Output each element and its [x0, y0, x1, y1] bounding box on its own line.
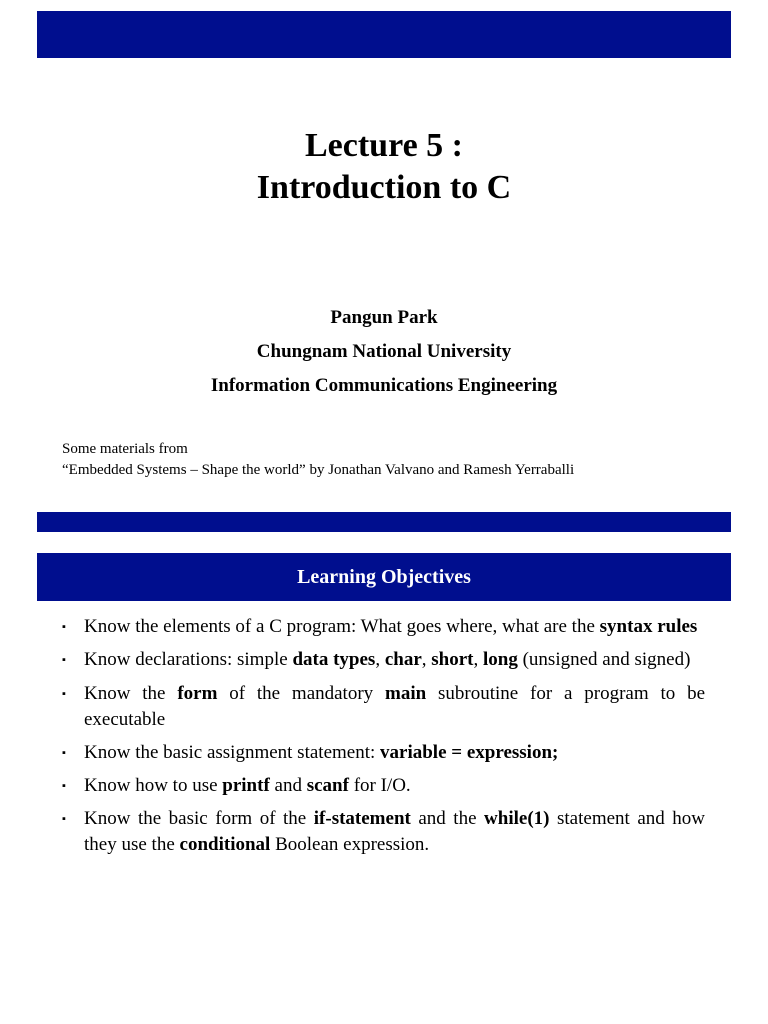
- objective-keyword: conditional: [179, 834, 271, 855]
- objective-keyword: scanf: [306, 775, 349, 796]
- slide-separator-bar: [37, 512, 731, 532]
- objective-text-run: ,: [375, 649, 385, 670]
- objective-text-run: and: [269, 775, 307, 796]
- title-slide-top-banner: [37, 11, 731, 58]
- objectives-header-bar: [37, 553, 731, 601]
- square-bullet-icon: ▪: [62, 747, 66, 759]
- objectives-heading: Learning Objectives: [297, 565, 471, 588]
- objective-keyword: char: [384, 649, 422, 670]
- objective-keyword: while(1): [484, 808, 550, 829]
- objective-text-run: Know how to use: [84, 775, 223, 796]
- objective-text-run: Boolean expression.: [270, 834, 430, 855]
- objective-keyword: long: [482, 649, 518, 670]
- objectives-list: [62, 614, 705, 865]
- objective-item: [62, 773, 705, 799]
- department-name: Information Communications Engineering: [210, 375, 558, 396]
- objective-keyword: form: [177, 683, 218, 704]
- objective-text-run: Know the basic assignment statement:: [84, 742, 381, 763]
- credit-line-1: Some materials from: [62, 441, 188, 457]
- objective-text-run: of the mandatory: [217, 683, 385, 704]
- objective-keyword: main: [385, 683, 427, 704]
- square-bullet-icon: ▪: [62, 621, 66, 633]
- objective-text-run: Know the: [84, 683, 178, 704]
- objective-keyword: syntax rules: [599, 616, 698, 637]
- objective-text: [84, 681, 705, 733]
- objective-text: [84, 614, 705, 640]
- lecture-title-line-1: Lecture 5 :: [305, 127, 463, 164]
- objective-text-run: Know the elements of a C program: What goes where, what are the: [84, 616, 600, 637]
- square-bullet-icon: ▪: [62, 654, 66, 666]
- objective-text-run: subroutine for a program to be executable: [84, 683, 706, 730]
- objective-text-run: ,: [421, 649, 432, 670]
- objective-text-run: (unsigned and signed): [517, 649, 691, 670]
- author-block: [0, 301, 768, 403]
- university-name: Chungnam National University: [256, 341, 512, 362]
- objective-keyword: if-statement: [313, 808, 411, 829]
- objective-text-run: ,: [473, 649, 483, 670]
- materials-credit: [62, 439, 574, 481]
- objective-item: [62, 647, 705, 673]
- objective-item: [62, 614, 705, 640]
- square-bullet-icon: ▪: [62, 780, 66, 792]
- objective-text-run: statement and how they use the: [84, 808, 705, 855]
- objective-keyword: short: [431, 649, 474, 670]
- lecture-title: [0, 125, 768, 209]
- lecture-title-line-2: Introduction to C: [256, 169, 512, 206]
- credit-line-2: “Embedded Systems – Shape the world” by Jonathan Valvano and Ramesh Yerraballi: [62, 462, 575, 478]
- author-name: Pangun Park: [330, 307, 438, 328]
- objective-text-run: for I/O.: [348, 775, 411, 796]
- objective-item: [62, 681, 705, 733]
- objective-item: [62, 806, 705, 858]
- objective-text-run: Know declarations: simple: [84, 649, 293, 670]
- objective-keyword: printf: [222, 775, 270, 796]
- objective-text: [84, 773, 705, 799]
- objective-item: [62, 740, 705, 766]
- square-bullet-icon: ▪: [62, 688, 66, 700]
- objective-keyword: data types: [292, 649, 376, 670]
- objective-text: [84, 806, 705, 858]
- objective-text: [84, 740, 705, 766]
- objective-text-run: Know the basic form of the: [84, 808, 314, 829]
- objective-text-run: and the: [410, 808, 485, 829]
- objective-text: [84, 647, 705, 673]
- square-bullet-icon: ▪: [62, 813, 66, 825]
- objective-keyword: variable = expression;: [380, 742, 559, 763]
